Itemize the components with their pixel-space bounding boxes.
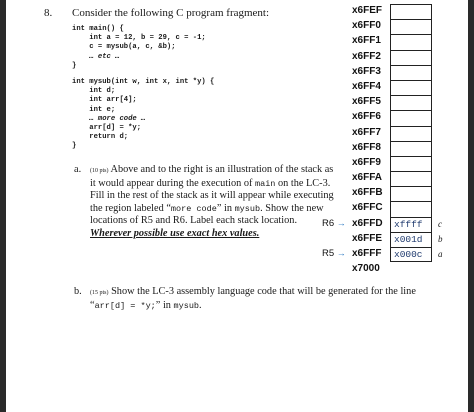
stack-address: x6FFE [352,232,383,244]
code-line: arr[d] = *y; [72,123,142,132]
stack-cell[interactable] [390,80,432,95]
code-block-mysub [72,78,214,152]
code-line: … more code … [72,114,146,123]
stack-row [352,4,472,19]
part-a-text [74,164,340,241]
stack-cell[interactable] [390,34,432,49]
question-number: 8. [44,7,53,19]
stack-row [352,171,472,186]
register-pointer [322,218,346,229]
stack-cell[interactable] [390,186,432,201]
code-line: return d; [72,133,129,142]
part-b-text [74,286,430,312]
code-line: } [72,61,77,70]
stack-row [352,50,472,65]
arrow-right-icon: → [336,217,346,228]
stack-diagram [322,4,472,277]
stack-row [352,80,472,95]
stack-address: x6FFD [352,217,383,229]
stack-address: x6FF1 [352,35,381,47]
stack-row [352,65,472,80]
part-a-text-1: Above and to the right is an illustration of the stack as it would appear during the execution of [90,164,334,189]
stack-address: x6FEF [352,5,383,16]
stack-address: x6FFF [352,248,382,259]
question-intro: Consider the following C program fragment: [72,7,270,19]
code-line: int d; [72,87,116,96]
stack-row [352,156,472,171]
stack-address: x6FFB [352,187,383,199]
stack-end-row [352,262,472,277]
stack-row [352,126,472,141]
stack-row [352,141,472,156]
stack-cell[interactable] [390,126,432,141]
stack-cell[interactable] [390,232,432,247]
stack-cell[interactable] [390,4,432,19]
stack-row [352,186,472,201]
arrow-right-icon: → [336,248,346,258]
stack-side-label: a [438,249,443,259]
stack-cell[interactable] [390,217,432,232]
part-b-text-1: Show the LC-3 assembly language code that will be generated for the line “ [90,286,416,311]
code-ref-mysub: mysub [173,300,200,311]
stack-address: x6FF8 [352,141,381,153]
stack-cell-value: x001d [394,233,423,245]
part-b-text-2: ” in [155,299,174,311]
stack-cell[interactable] [390,247,432,262]
code-line: } [72,142,77,151]
stack-address: x6FFA [352,172,383,184]
part-a-text-3: ” in [216,202,235,214]
stack-row [352,19,472,34]
code-ref-more-code: more code [170,203,217,214]
stack-cell[interactable] [390,141,432,156]
stack-address: x6FF2 [352,50,381,62]
part-a-text-4: . Show the new locations of R5 and R6. Label each stack location. [90,202,324,227]
stack-address: x6FF7 [352,126,381,138]
stack-cell[interactable] [390,110,432,125]
part-b-points: (15 pts) [90,290,109,296]
stack-cell[interactable] [390,50,432,65]
code-line: int e; [72,105,116,114]
stack-cell[interactable] [390,201,432,216]
part-a-points: (10 pts) [90,168,109,174]
code-line: c = mysub(a, c, &b); [72,43,176,52]
stack-side-label: c [438,218,442,229]
stack-cell[interactable] [390,156,432,171]
stack-address: x6FF9 [352,156,381,168]
code-line: int main() { [72,25,124,33]
part-a-text-2: on the LC-3. Fill in the rest of the stack as it will appear while executing the region labeled “ [90,177,334,214]
stack-side-label: b [438,233,443,244]
stack-address: x6FF3 [352,65,381,77]
part-b-text-3: . [199,299,202,311]
stack-address: x6FF4 [352,80,381,92]
stack-cell[interactable] [390,19,432,34]
register-pointer [322,248,346,259]
part-b-label: b. [74,286,82,297]
stack-row [322,217,472,232]
part-a-label: a. [74,164,82,175]
stack-row [352,95,472,110]
register-label: R6 [322,217,335,229]
stack-row [352,110,472,125]
code-ref-main: main [255,178,276,189]
part-a-underlined-note: Wherever possible use exact hex values. [90,227,260,239]
stack-row [352,34,472,49]
stack-address: x6FFC [352,202,383,214]
left-dark-edge [0,0,6,412]
code-line: int arr[4]; [72,96,137,105]
stack-end-address: x7000 [352,263,380,275]
stack-cell-value: x000c [394,249,423,260]
code-line: int a = 12, b = 29, c = -1; [72,34,206,43]
code-block-main [72,25,206,71]
register-label: R5 [322,248,335,259]
code-line: … etc … [72,52,120,61]
code-ref-mysub: mysub [234,203,261,214]
stack-address: x6FF6 [352,111,381,123]
code-ref-statement: arr[d] = *y; [94,300,156,311]
stack-address: x6FF0 [352,20,381,32]
stack-row [352,232,472,247]
code-line: int mysub(int w, int x, int *y) { [72,78,215,86]
stack-row [322,247,472,262]
stack-cell[interactable] [390,95,432,110]
stack-row [352,201,472,216]
stack-cell[interactable] [390,171,432,186]
stack-address: x6FF5 [352,96,381,108]
stack-cell-value: xffff [394,218,423,230]
stack-cell[interactable] [390,65,432,80]
